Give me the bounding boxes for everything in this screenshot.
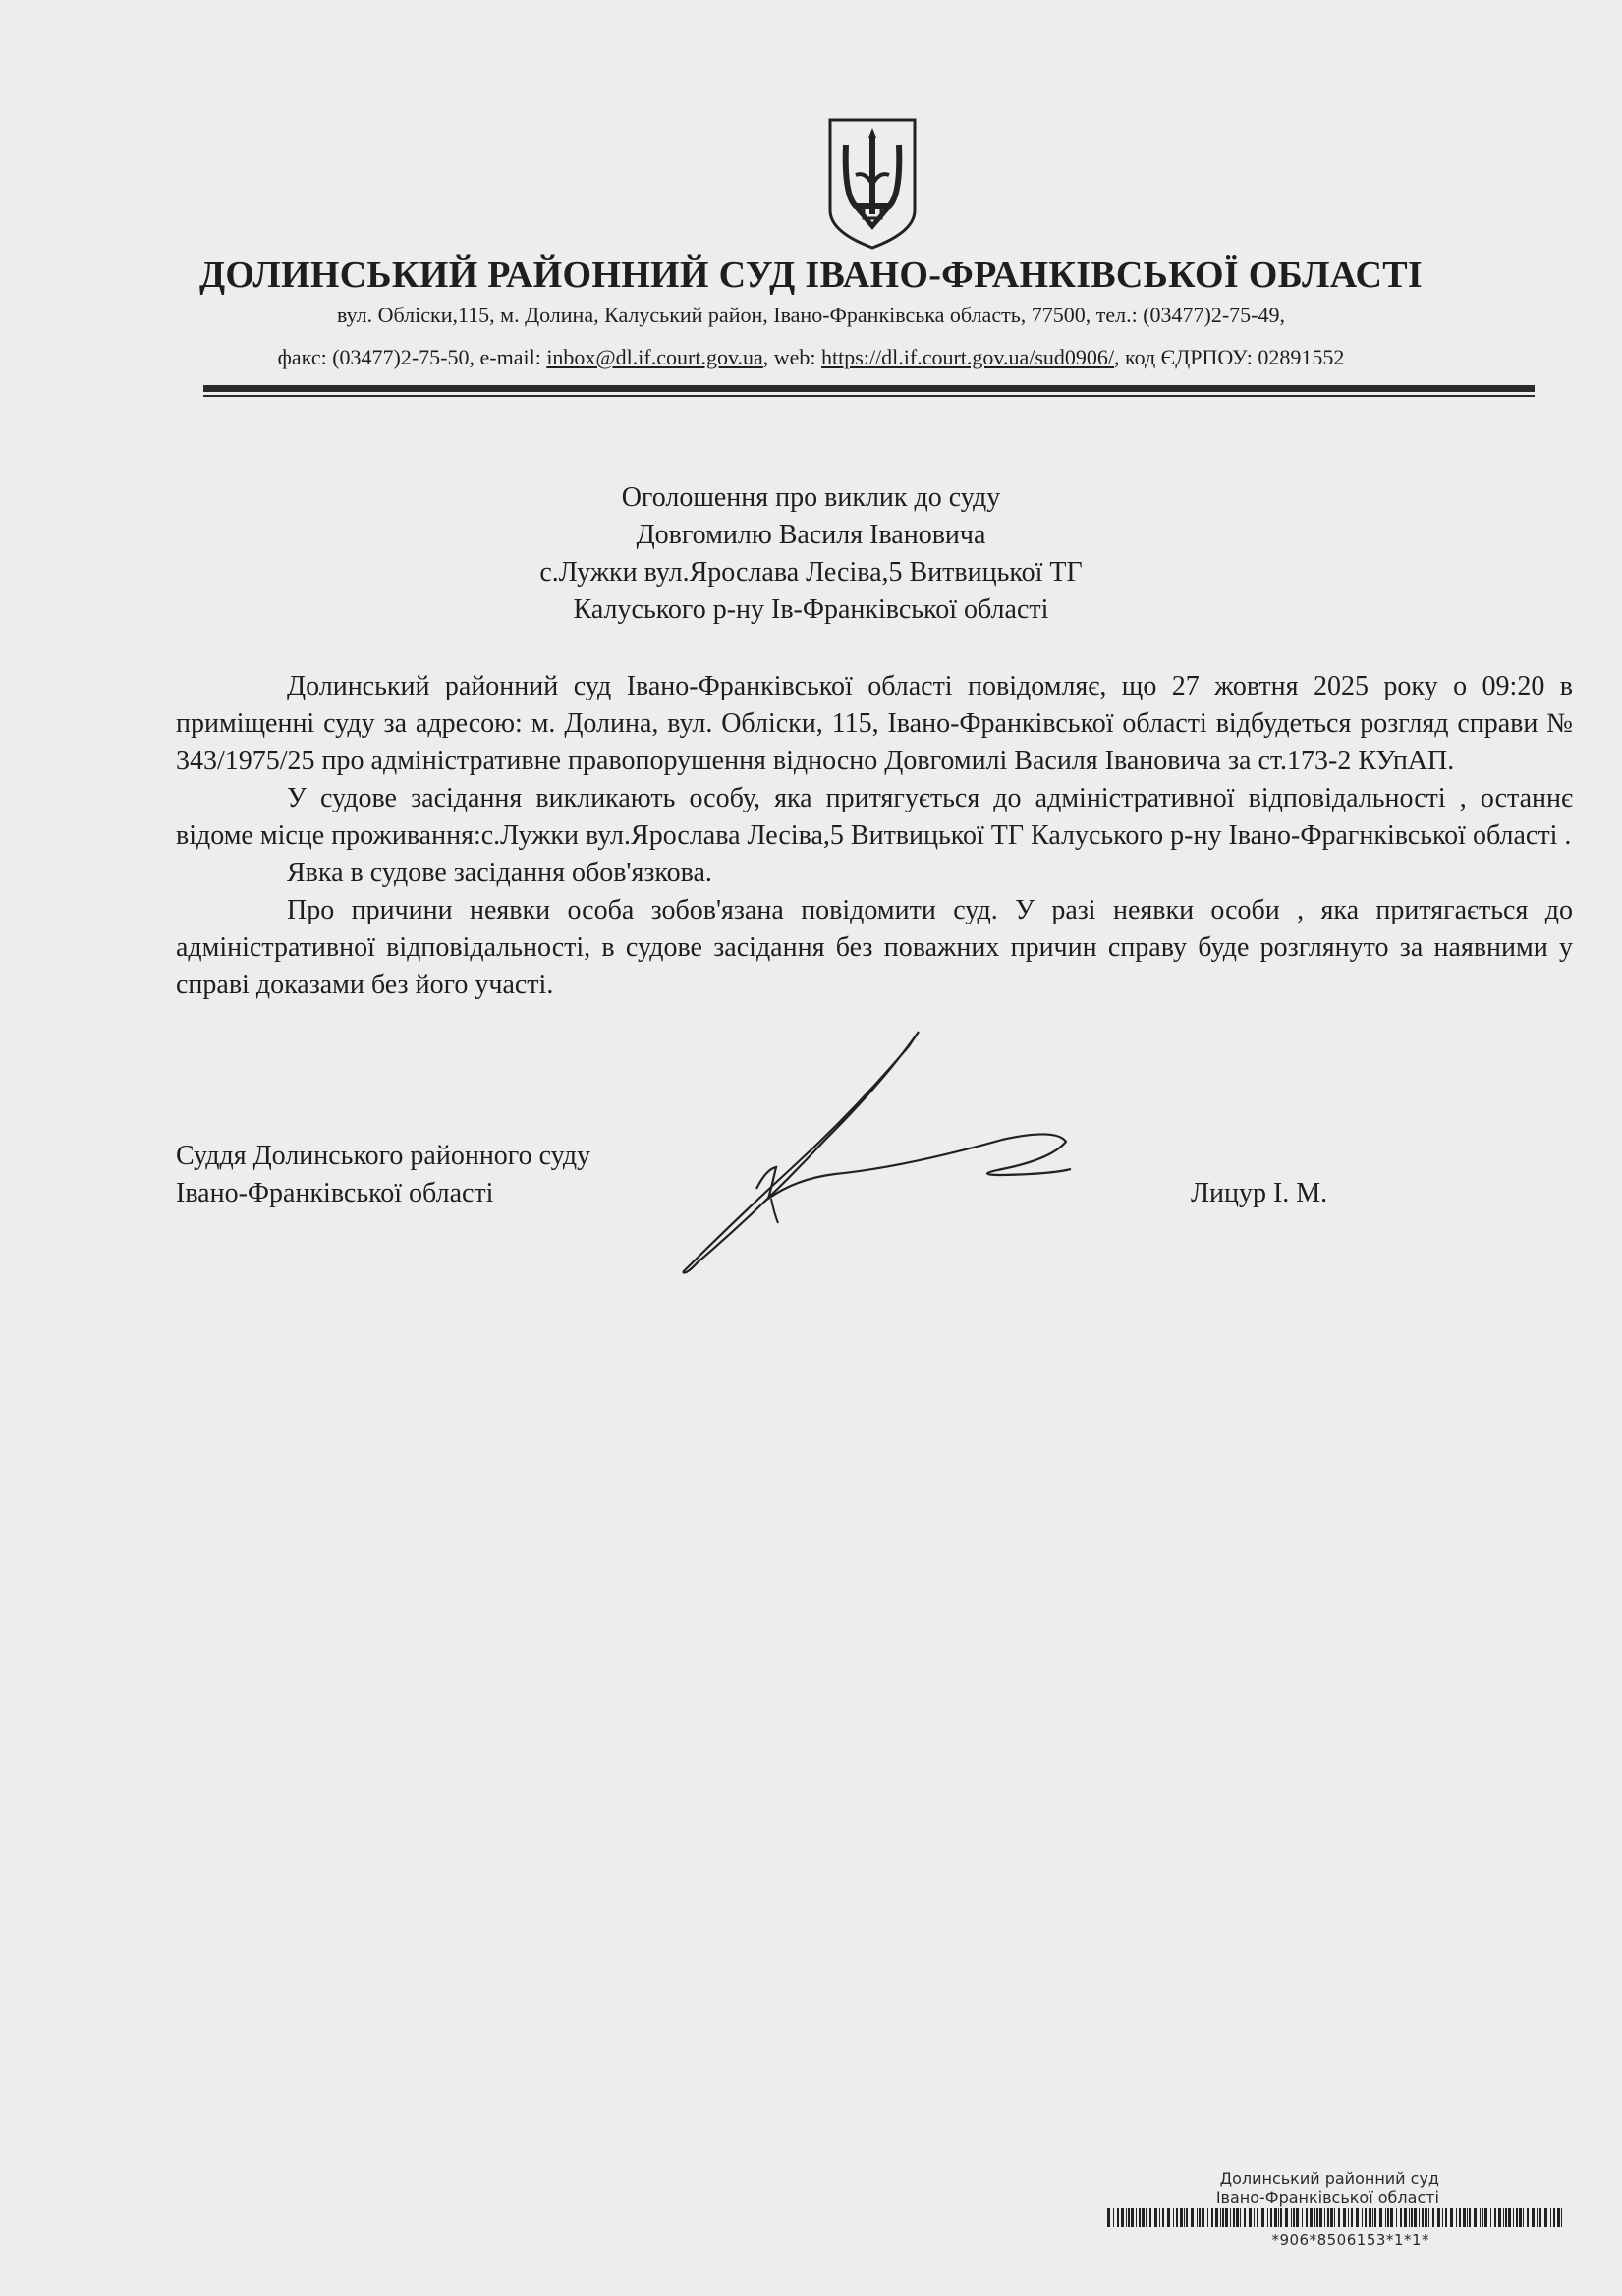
barcode-bar <box>1414 2208 1417 2227</box>
barcode-bar <box>1459 2208 1461 2227</box>
barcode-bar <box>1330 2208 1333 2227</box>
barcode-bar <box>1202 2208 1204 2227</box>
barcode-bar <box>1244 2208 1246 2227</box>
barcode-bar <box>1233 2208 1235 2227</box>
barcode-bar <box>1162 2208 1164 2227</box>
barcode-bar <box>1215 2208 1218 2227</box>
barcode-bar <box>1362 2208 1363 2227</box>
barcode-bar <box>1553 2208 1555 2227</box>
barcode-bar <box>1139 2208 1141 2227</box>
barcode-bar <box>1107 2208 1110 2227</box>
barcode-bar <box>1167 2208 1170 2227</box>
judge-position-line1: Суддя Долинського районного суду <box>176 1141 591 1171</box>
barcode-bar <box>1474 2208 1477 2227</box>
fax-text: факс: (03477)2-75-50, e-mail: <box>277 345 547 369</box>
barcode-bar <box>1149 2208 1151 2227</box>
barcode-bar <box>1351 2208 1353 2227</box>
barcode-bar <box>1437 2208 1440 2227</box>
barcode-bar <box>1369 2208 1371 2227</box>
barcode-bar <box>1191 2208 1194 2227</box>
barcode-bar <box>1159 2208 1160 2227</box>
barcode-number: *906*8506153*1*1* <box>1271 2231 1429 2249</box>
barcode-bar <box>1484 2208 1487 2227</box>
barcode-bar <box>1428 2208 1429 2227</box>
notice-person: Довгомилю Василя Івановича <box>636 520 986 550</box>
barcode-bar <box>1211 2208 1213 2227</box>
barcode-bar <box>1425 2208 1427 2227</box>
barcode-bar <box>1131 2208 1134 2227</box>
barcode-bar <box>1456 2208 1457 2227</box>
barcode-bar <box>1498 2208 1501 2227</box>
barcode-bar <box>1293 2208 1295 2227</box>
barcode-bar <box>1314 2208 1315 2227</box>
barcode-bar <box>1197 2208 1198 2227</box>
barcode-bar <box>1136 2208 1137 2227</box>
barcode-bar <box>1230 2208 1231 2227</box>
barcode-bar <box>1400 2208 1402 2227</box>
barcode-bar <box>1505 2208 1507 2227</box>
barcode-bar <box>1240 2208 1241 2227</box>
barcode-bar <box>1310 2208 1313 2227</box>
stamp-region: Івано-Франківської області <box>1215 2188 1439 2207</box>
notice-region: Калуського р-ну Ів-Франківської області <box>573 594 1049 625</box>
barcode-bar <box>1146 2208 1147 2227</box>
email-link[interactable]: inbox@dl.if.court.gov.ua <box>546 345 763 369</box>
barcode-bar <box>1343 2208 1346 2227</box>
barcode-bar <box>1396 2208 1397 2227</box>
notice-title: Оголошення про виклик до суду <box>621 482 1001 513</box>
barcode-bar <box>1482 2208 1483 2227</box>
barcode-bar <box>1356 2208 1359 2227</box>
barcode-bar <box>1480 2208 1481 2227</box>
barcode-bar <box>1173 2208 1174 2227</box>
paragraph-absence: Про причини неявки особа зобов'язана повідомити суд. У разі неявки особи , яка притягається до адміністративної відповідальності, в судове засідання без поважних причин справу буде розглянуто за наявними у справі доказами без його участі. <box>176 895 1573 1000</box>
barcode-bar <box>1561 2208 1562 2227</box>
barcode-bar <box>1184 2208 1185 2227</box>
notice-address: с.Лужки вул.Ярослава Лесіва,5 Витвицької ТГ <box>539 557 1083 588</box>
web-label: , web: <box>762 345 822 369</box>
barcode-bar <box>1207 2208 1208 2227</box>
barcode-bar <box>1128 2208 1130 2227</box>
edrpou-code: , код ЄДРПОУ: 02891552 <box>1114 345 1345 369</box>
notice-heading <box>0 479 1622 629</box>
barcode-bar <box>1319 2208 1322 2227</box>
barcode-bar <box>1154 2208 1157 2227</box>
barcode-bar <box>1523 2208 1524 2227</box>
court-address: вул. Обліски,115, м. Долина, Калуський район, Івано-Франківська область, 77500, тел.: (03477)2-75-49, <box>336 303 1286 327</box>
barcode-bar <box>1490 2208 1491 2227</box>
barcode-bar <box>1469 2208 1471 2227</box>
barcode-bar <box>1117 2208 1119 2227</box>
barcode-bar <box>1463 2208 1466 2227</box>
barcode-bar <box>1113 2208 1114 2227</box>
barcode-bar <box>1236 2208 1239 2227</box>
court-name: ДОЛИНСЬКИЙ РАЙОННИЙ СУД ІВАНО-ФРАНКІВСЬКОЇ ОБЛАСТІ <box>198 254 1424 296</box>
barcode-bar <box>1519 2208 1522 2227</box>
barcode-bar <box>1338 2208 1340 2227</box>
barcode-bar <box>1280 2208 1282 2227</box>
barcode-bar <box>1285 2208 1288 2227</box>
judge-position <box>176 1138 590 1212</box>
barcode-bar <box>1385 2208 1386 2227</box>
barcode-bar <box>1532 2208 1535 2227</box>
barcode-bar <box>1527 2208 1529 2227</box>
barcode-bar <box>1222 2208 1224 2227</box>
barcode-bar <box>1176 2208 1178 2227</box>
barcode-bar <box>1316 2208 1318 2227</box>
barcode-bar <box>1348 2208 1349 2227</box>
barcode-bar <box>1142 2208 1145 2227</box>
barcode-bar <box>1180 2208 1183 2227</box>
barcode-bar <box>1379 2208 1382 2227</box>
barcode-bar <box>1291 2208 1292 2227</box>
barcode-bar <box>1419 2208 1420 2227</box>
paragraph-attendance: Явка в судове засідання обов'язкова. <box>287 858 712 888</box>
barcode-bar <box>1121 2208 1124 2227</box>
barcode-bar <box>1422 2208 1424 2227</box>
barcode-bar <box>1257 2208 1258 2227</box>
barcode-bar <box>1467 2208 1468 2227</box>
stamp-court-name: Долинський районний суд <box>1219 2169 1439 2188</box>
barcode-bar <box>1503 2208 1504 2227</box>
barcode-bar <box>1296 2208 1299 2227</box>
barcode-bar <box>1513 2208 1514 2227</box>
barcode-bar <box>1186 2208 1188 2227</box>
barcode-bar <box>1267 2208 1268 2227</box>
paragraph-hearing-info: Долинський районний суд Івано-Франківської області повідомляє, що 27 жовтня 2025 року о 09:20 в приміщенні суду за адресою: м. Долина, вул. Обліски, 115, Івано-Франківської області відбудеться розгляд справи № 343/1975/25 про адміністративне правопорушення відносно Довгомилі Василя Івановича за ст.173-2 КУпАП. <box>176 671 1573 776</box>
barcode-bar <box>1334 2208 1335 2227</box>
barcode-bar <box>1516 2208 1518 2227</box>
barcode-bar <box>1539 2208 1541 2227</box>
barcode-bar <box>1390 2208 1393 2227</box>
barcode-bar <box>1550 2208 1551 2227</box>
barcode-bar <box>1365 2208 1367 2227</box>
barcode-bar <box>1372 2208 1373 2227</box>
barcode-bar <box>1432 2208 1434 2227</box>
barcode-bar <box>1327 2208 1329 2227</box>
barcode-bar <box>1220 2208 1221 2227</box>
barcode-bar <box>1270 2208 1272 2227</box>
barcode-bar <box>1249 2208 1252 2227</box>
barcode-bar <box>1225 2208 1228 2227</box>
barcode-bar <box>1374 2208 1376 2227</box>
barcode-bar <box>1494 2208 1496 2227</box>
barcode-bar <box>1404 2208 1407 2227</box>
barcode-bar <box>1445 2208 1447 2227</box>
header-divider-thin <box>203 395 1535 397</box>
website-link[interactable]: https://dl.if.court.gov.ua/sud0906/ <box>821 345 1115 369</box>
barcode-bar <box>1411 2208 1413 2227</box>
header-divider-thick <box>203 385 1535 392</box>
barcode-bar <box>1544 2208 1547 2227</box>
barcode-bar <box>1199 2208 1201 2227</box>
paragraph-summons: У судове засідання викликають особу, яка притягується до адміністративної відповідальності , останнє відоме місце проживання:с.Лужки вул.Ярослава Лесіва,5 Витвицької ТГ Калуського р-ну Івано-Фрагнківської області . <box>176 783 1573 851</box>
barcode-bar <box>1450 2208 1453 2227</box>
notice-body <box>176 668 1573 1004</box>
barcode-bar <box>1442 2208 1443 2227</box>
barcode-bar <box>1387 2208 1389 2227</box>
barcode-bar <box>1274 2208 1277 2227</box>
judge-name: Лицур І. М. <box>1191 1178 1328 1208</box>
barcode-bar <box>1278 2208 1279 2227</box>
registration-stamp <box>1105 2169 1567 2249</box>
barcode <box>1105 2208 1567 2227</box>
barcode-bar <box>1508 2208 1511 2227</box>
trident-coat-of-arms-icon <box>826 116 919 252</box>
barcode-bar <box>1261 2208 1264 2227</box>
barcode-bar <box>1254 2208 1255 2227</box>
judge-position-line2: Івано-Франківської області <box>176 1178 494 1208</box>
barcode-bar <box>1409 2208 1410 2227</box>
barcode-bar <box>1557 2208 1560 2227</box>
court-contacts <box>0 345 1622 370</box>
barcode-bar <box>1302 2208 1303 2227</box>
barcode-bar <box>1306 2208 1308 2227</box>
barcode-bar <box>1537 2208 1538 2227</box>
barcode-bar <box>1324 2208 1325 2227</box>
barcode-bar <box>1126 2208 1127 2227</box>
handwritten-signature <box>678 992 1169 1287</box>
